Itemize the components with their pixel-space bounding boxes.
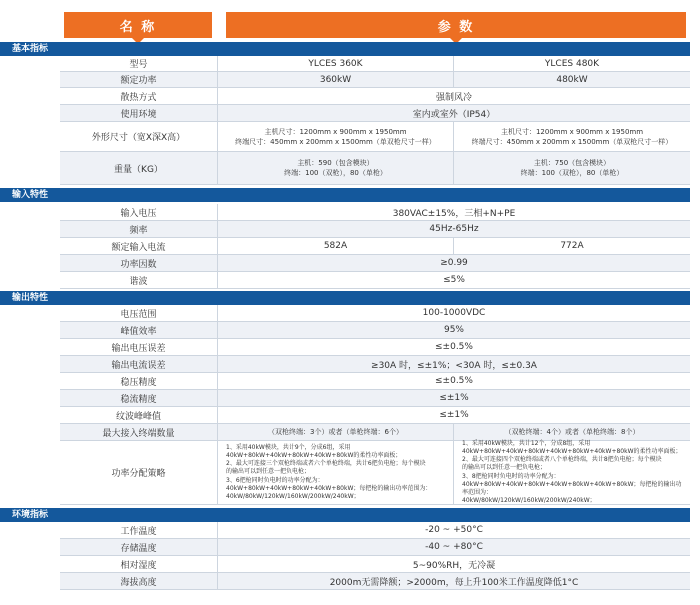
row-op-temp-name: 工作温度	[60, 522, 218, 538]
row-v-err	[60, 339, 690, 356]
row-v-range-name: 电压范围	[60, 305, 218, 321]
row-dims-v1-main: 主机尺寸：1200mm x 900mm x 1950mm	[264, 127, 407, 136]
row-power-v1: 360kW	[218, 72, 454, 87]
row-v-range	[60, 305, 690, 322]
row-humidity	[60, 556, 690, 573]
row-thd	[60, 272, 690, 289]
row-altitude-name: 海拔高度	[60, 573, 218, 589]
row-weight-v1-terminal: 终端：100（双枪），80（单枪）	[284, 169, 387, 177]
row-in-current-name: 额定输入电流	[60, 238, 218, 254]
row-humidity-v: 5~90%RH，无冷凝	[412, 560, 496, 571]
row-strategy-v1	[218, 441, 454, 504]
row-i-reg	[60, 390, 690, 407]
row-cooling	[60, 88, 690, 105]
row-model-v1: YLCES 360K	[218, 56, 454, 71]
section-basic-label: 基本指标	[11, 44, 48, 54]
strategy-v2-line: 40kW+80kW+40kW+80kW+40kW+80kW+40kW+80kW；每把枪的输出功率范围为：	[462, 480, 682, 496]
strategy-v2-line: 40kW/80kW/120kW/160kW/200kW/240kW；	[462, 497, 596, 505]
row-eff	[60, 322, 690, 339]
row-v-reg-v: ≤±0.5%	[435, 376, 473, 386]
section-basic	[0, 42, 690, 56]
strategy-v1-line: 1、采用40kW模块，共计9个，分成6组，采用	[226, 443, 351, 451]
row-freq-v: 45Hz-65Hz	[429, 224, 479, 234]
row-power	[60, 72, 690, 88]
strategy-v1-line: 2、最大可连接三个双枪终端或者六个单枪终端，共计6把负电枪；每个模块	[226, 460, 426, 468]
row-freq-name: 频率	[60, 221, 218, 237]
row-strategy-v1-text	[218, 442, 453, 503]
row-i-reg-v: ≤±1%	[439, 393, 469, 403]
row-dims	[60, 122, 690, 152]
row-pf-name: 功率因数	[60, 255, 218, 271]
row-v-range-v: 100-1000VDC	[422, 308, 486, 318]
section-output-label: 输出特性	[11, 293, 48, 303]
row-in-voltage-name: 输入电压	[60, 204, 218, 220]
row-pf	[60, 255, 690, 272]
strategy-v2-line: 40kW+80kW+40kW+80kW+40kW+80kW+40kW+80kW的柔性功率面板；	[462, 447, 682, 455]
strategy-v2-line: 1、采用40kW模块，共计12个，分成8组，采用	[462, 439, 591, 447]
row-env-name: 使用环境	[60, 105, 218, 121]
strategy-v2-line: 3、8把枪同时负电时的功率分配为：	[462, 472, 560, 480]
row-i-err-v: ≥30A 时，≤±1%；<30A 时，≤±0.3A	[371, 360, 537, 371]
row-st-temp-v: -40 ~ +80°C	[425, 542, 483, 552]
row-weight-v2-terminal: 终端：100（双枪），80（单枪）	[520, 169, 624, 177]
row-model	[60, 56, 690, 72]
row-ripple-v: ≤±1%	[439, 410, 469, 420]
row-env	[60, 105, 690, 122]
row-v-err-name: 输出电压误差	[60, 339, 218, 355]
row-st-temp-name: 存储温度	[60, 539, 218, 555]
row-in-voltage	[60, 204, 690, 221]
row-strategy-v2-text	[454, 438, 690, 508]
row-altitude-v: 2000m无需降额；>2000m，每上升100米工作温度降低1°C	[329, 577, 579, 588]
row-altitude	[60, 573, 690, 590]
header-params	[226, 12, 686, 38]
row-i-err-name: 输出电流误差	[60, 356, 218, 372]
row-op-temp	[60, 522, 690, 539]
row-eff-v: 95%	[443, 325, 464, 335]
row-weight-v2	[454, 152, 690, 184]
row-cooling-v: 强制风冷	[435, 92, 472, 103]
row-v-reg-name: 稳压精度	[60, 373, 218, 389]
row-power-v2: 480kW	[556, 74, 588, 85]
row-in-voltage-v: 380VAC±15%，三相+N+PE	[392, 208, 516, 219]
row-power-name: 额定功率	[60, 72, 218, 87]
section-input-label: 输入特性	[11, 190, 48, 200]
row-op-temp-v: -20 ~ +50°C	[425, 525, 483, 535]
row-strategy-v2	[454, 441, 690, 504]
row-in-current	[60, 238, 690, 255]
row-model-name: 型号	[60, 56, 218, 71]
row-eff-name: 峰值效率	[60, 322, 218, 338]
strategy-v1-line: 的输出可以到任意一把负电枪；	[226, 468, 311, 476]
section-output	[0, 291, 690, 305]
row-dims-name: 外形尺寸（宽X深X高）	[60, 122, 218, 151]
row-weight-v1	[218, 152, 454, 184]
section-env	[0, 508, 690, 522]
row-ripple	[60, 407, 690, 424]
row-i-err	[60, 356, 690, 373]
row-in-current-v1: 582A	[218, 238, 454, 254]
section-input	[0, 188, 690, 202]
strategy-v2-line: 2、最大可连接四个双枪终端或者八个单枪终端，共计8把负电枪；每个模块	[462, 456, 662, 464]
strategy-v1-line: 40kW+80kW+40kW+80kW+40kW+80kW的柔性功率面板；	[226, 451, 402, 459]
row-weight-v2-main: 主机：750（包含模块）	[533, 159, 611, 167]
header-name-label: 名 称	[119, 19, 157, 35]
row-v-reg	[60, 373, 690, 390]
row-dims-v1	[218, 122, 454, 151]
strategy-v1-line: 40kW/80kW/120kW/160kW/200kW/240kW；	[226, 493, 360, 500]
row-humidity-name: 相对湿度	[60, 556, 218, 572]
row-ripple-name: 纹波峰峰值	[60, 407, 218, 423]
header-params-label: 参 数	[437, 19, 475, 35]
row-model-v2: YLCES 480K	[544, 58, 600, 69]
row-dims-v1-terminal: 终端尺寸：450mm x 200mm x 1500mm（单双枪尺寸一样）	[235, 137, 436, 146]
row-strategy	[60, 441, 690, 505]
row-st-temp	[60, 539, 690, 556]
row-weight-name: 重量（KG）	[60, 152, 218, 184]
row-thd-v: ≤5%	[443, 275, 465, 285]
row-weight	[60, 152, 690, 185]
row-strategy-name: 功率分配策略	[60, 441, 218, 504]
row-dims-v2-terminal: 终端尺寸：450mm x 200mm x 1500mm（单双枪尺寸一样）	[471, 137, 673, 146]
row-dims-v2-main: 主机尺寸：1200mm x 900mm x 1950mm	[500, 127, 644, 136]
row-cooling-name: 散热方式	[60, 88, 218, 104]
row-pf-v: ≥0.99	[440, 258, 468, 268]
row-v-err-v: ≤±0.5%	[435, 342, 473, 352]
row-in-current-v2: 772A	[560, 241, 584, 251]
section-env-label: 环境指标	[11, 510, 48, 520]
strategy-v2-line: 的输出可以到任意一把负电枪；	[462, 464, 547, 472]
row-weight-v1-main: 主机：590（包含模块）	[297, 159, 374, 167]
row-env-v: 室内或室外（IP54）	[412, 109, 496, 120]
row-terminals-v2: （双枪终端：4个）或者（单枪终端：8个）	[504, 428, 640, 436]
row-i-reg-name: 稳流精度	[60, 390, 218, 406]
strategy-v1-line: 40kW+80kW+40kW+80kW+40kW+80kW；每把枪的输出功率范围为：	[226, 484, 432, 492]
strategy-v1-line: 3、6把枪同时负电时的功率分配为：	[226, 476, 324, 484]
row-dims-v2	[454, 122, 690, 151]
row-freq	[60, 221, 690, 238]
row-terminals-v1: （双枪终端：3个）或者（单枪终端：6个）	[218, 424, 454, 440]
row-thd-name: 谐波	[60, 272, 218, 288]
row-terminals-name: 最大接入终端数量	[60, 424, 218, 440]
header-name	[64, 12, 212, 38]
